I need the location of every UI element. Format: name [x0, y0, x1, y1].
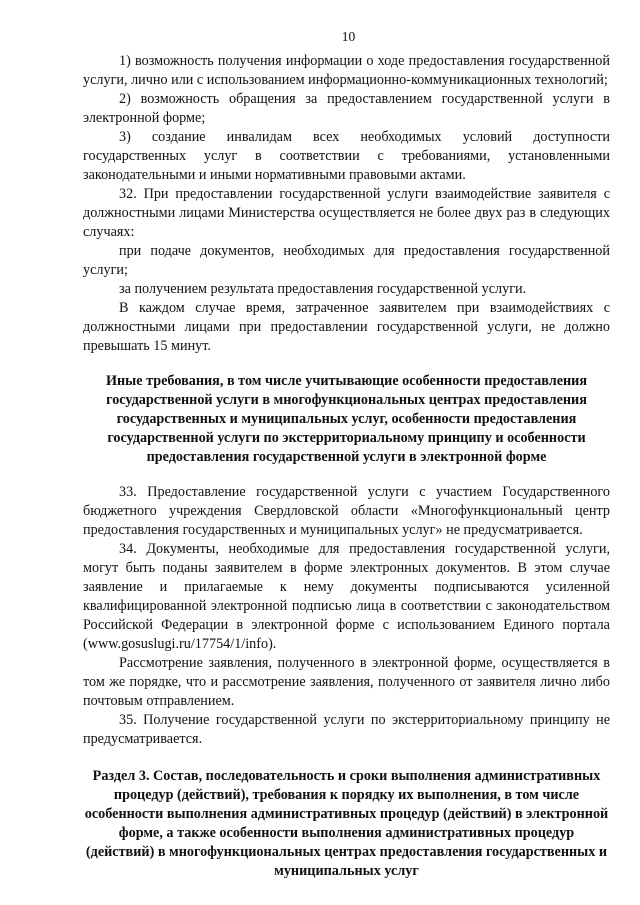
paragraph-electronic-review: Рассмотрение заявления, полученного в электронной форме, осуществляется в том же порядке, что и рассмотрение заявления, полученного от заявителя лично либо почтовым отправлением.: [83, 655, 610, 709]
paragraph-clause-35: 35. Получение государственной услуги по экстерриториальному принципу не предусматривается.: [83, 712, 610, 747]
page-number: 10: [341, 29, 356, 44]
paragraph-case-submission: при подаче документов, необходимых для предоставления государственной услуги;: [83, 243, 610, 278]
section-heading-section-3: Раздел 3. Состав, последовательность и сроки выполнения административных процедур (действий), требования к порядку их выполнения, в том числе особенности выполнения административных процедур (действий) в электронной форме, а также особенности выполнения административных процедур (действий) в многофункциональных центрах предоставления государственных и муниципальных услуг: [84, 768, 609, 879]
paragraph-item-2: 2) возможность обращения за предоставлением государственной услуги в электронной форме;: [83, 91, 610, 126]
paragraph-case-result: за получением результата предоставления государственной услуги.: [119, 281, 527, 297]
paragraph-item-1: 1) возможность получения информации о ходе предоставления государственной услуги, лично или с использованием информационно-коммуникационных технологий;: [83, 53, 610, 88]
paragraph-clause-32: 32. При предоставлении государственной услуги взаимодействие заявителя с должностными лицами Министерства осуществляется не более двух раз в следующих случаях:: [83, 186, 610, 240]
paragraph-clause-34: 34. Документы, необходимые для предоставления государственной услуги, могут быть поданы заявителем в форме электронных документов. В этом случае заявление и прилагаемые к нему документы подписываются усиленной квалифицированной электронной подписью лица в соответствии с законодательством Российской Федерации в электронной форме с использованием Единого портала (www.gosuslugi.ru/17754/1/info).: [83, 541, 610, 652]
paragraph-clause-33: 33. Предоставление государственной услуги с участием Государственного бюджетного учреждения Свердловской области «Многофункциональный центр предоставления государственных и муниципальных услуг» не предусматривается.: [83, 484, 610, 538]
paragraph-time-limit: В каждом случае время, затраченное заявителем при взаимодействиях с должностными лицами при предоставлении государственной услуги, не должно превышать 15 минут.: [83, 300, 610, 354]
paragraph-item-3: 3) создание инвалидам всех необходимых условий доступности государственных услуг в соответствии с требованиями, установленными законодательными и иными нормативными правовыми актами.: [83, 129, 610, 183]
section-heading-other-requirements: Иные требования, в том числе учитывающие особенности предоставления государственной услуги в многофункциональных центрах предоставления государственных и муниципальных услуг, особенности предоставления государственной услуги по экстерриториальному принципу и особенности предоставления государственной услуги в электронной форме: [105, 373, 588, 465]
